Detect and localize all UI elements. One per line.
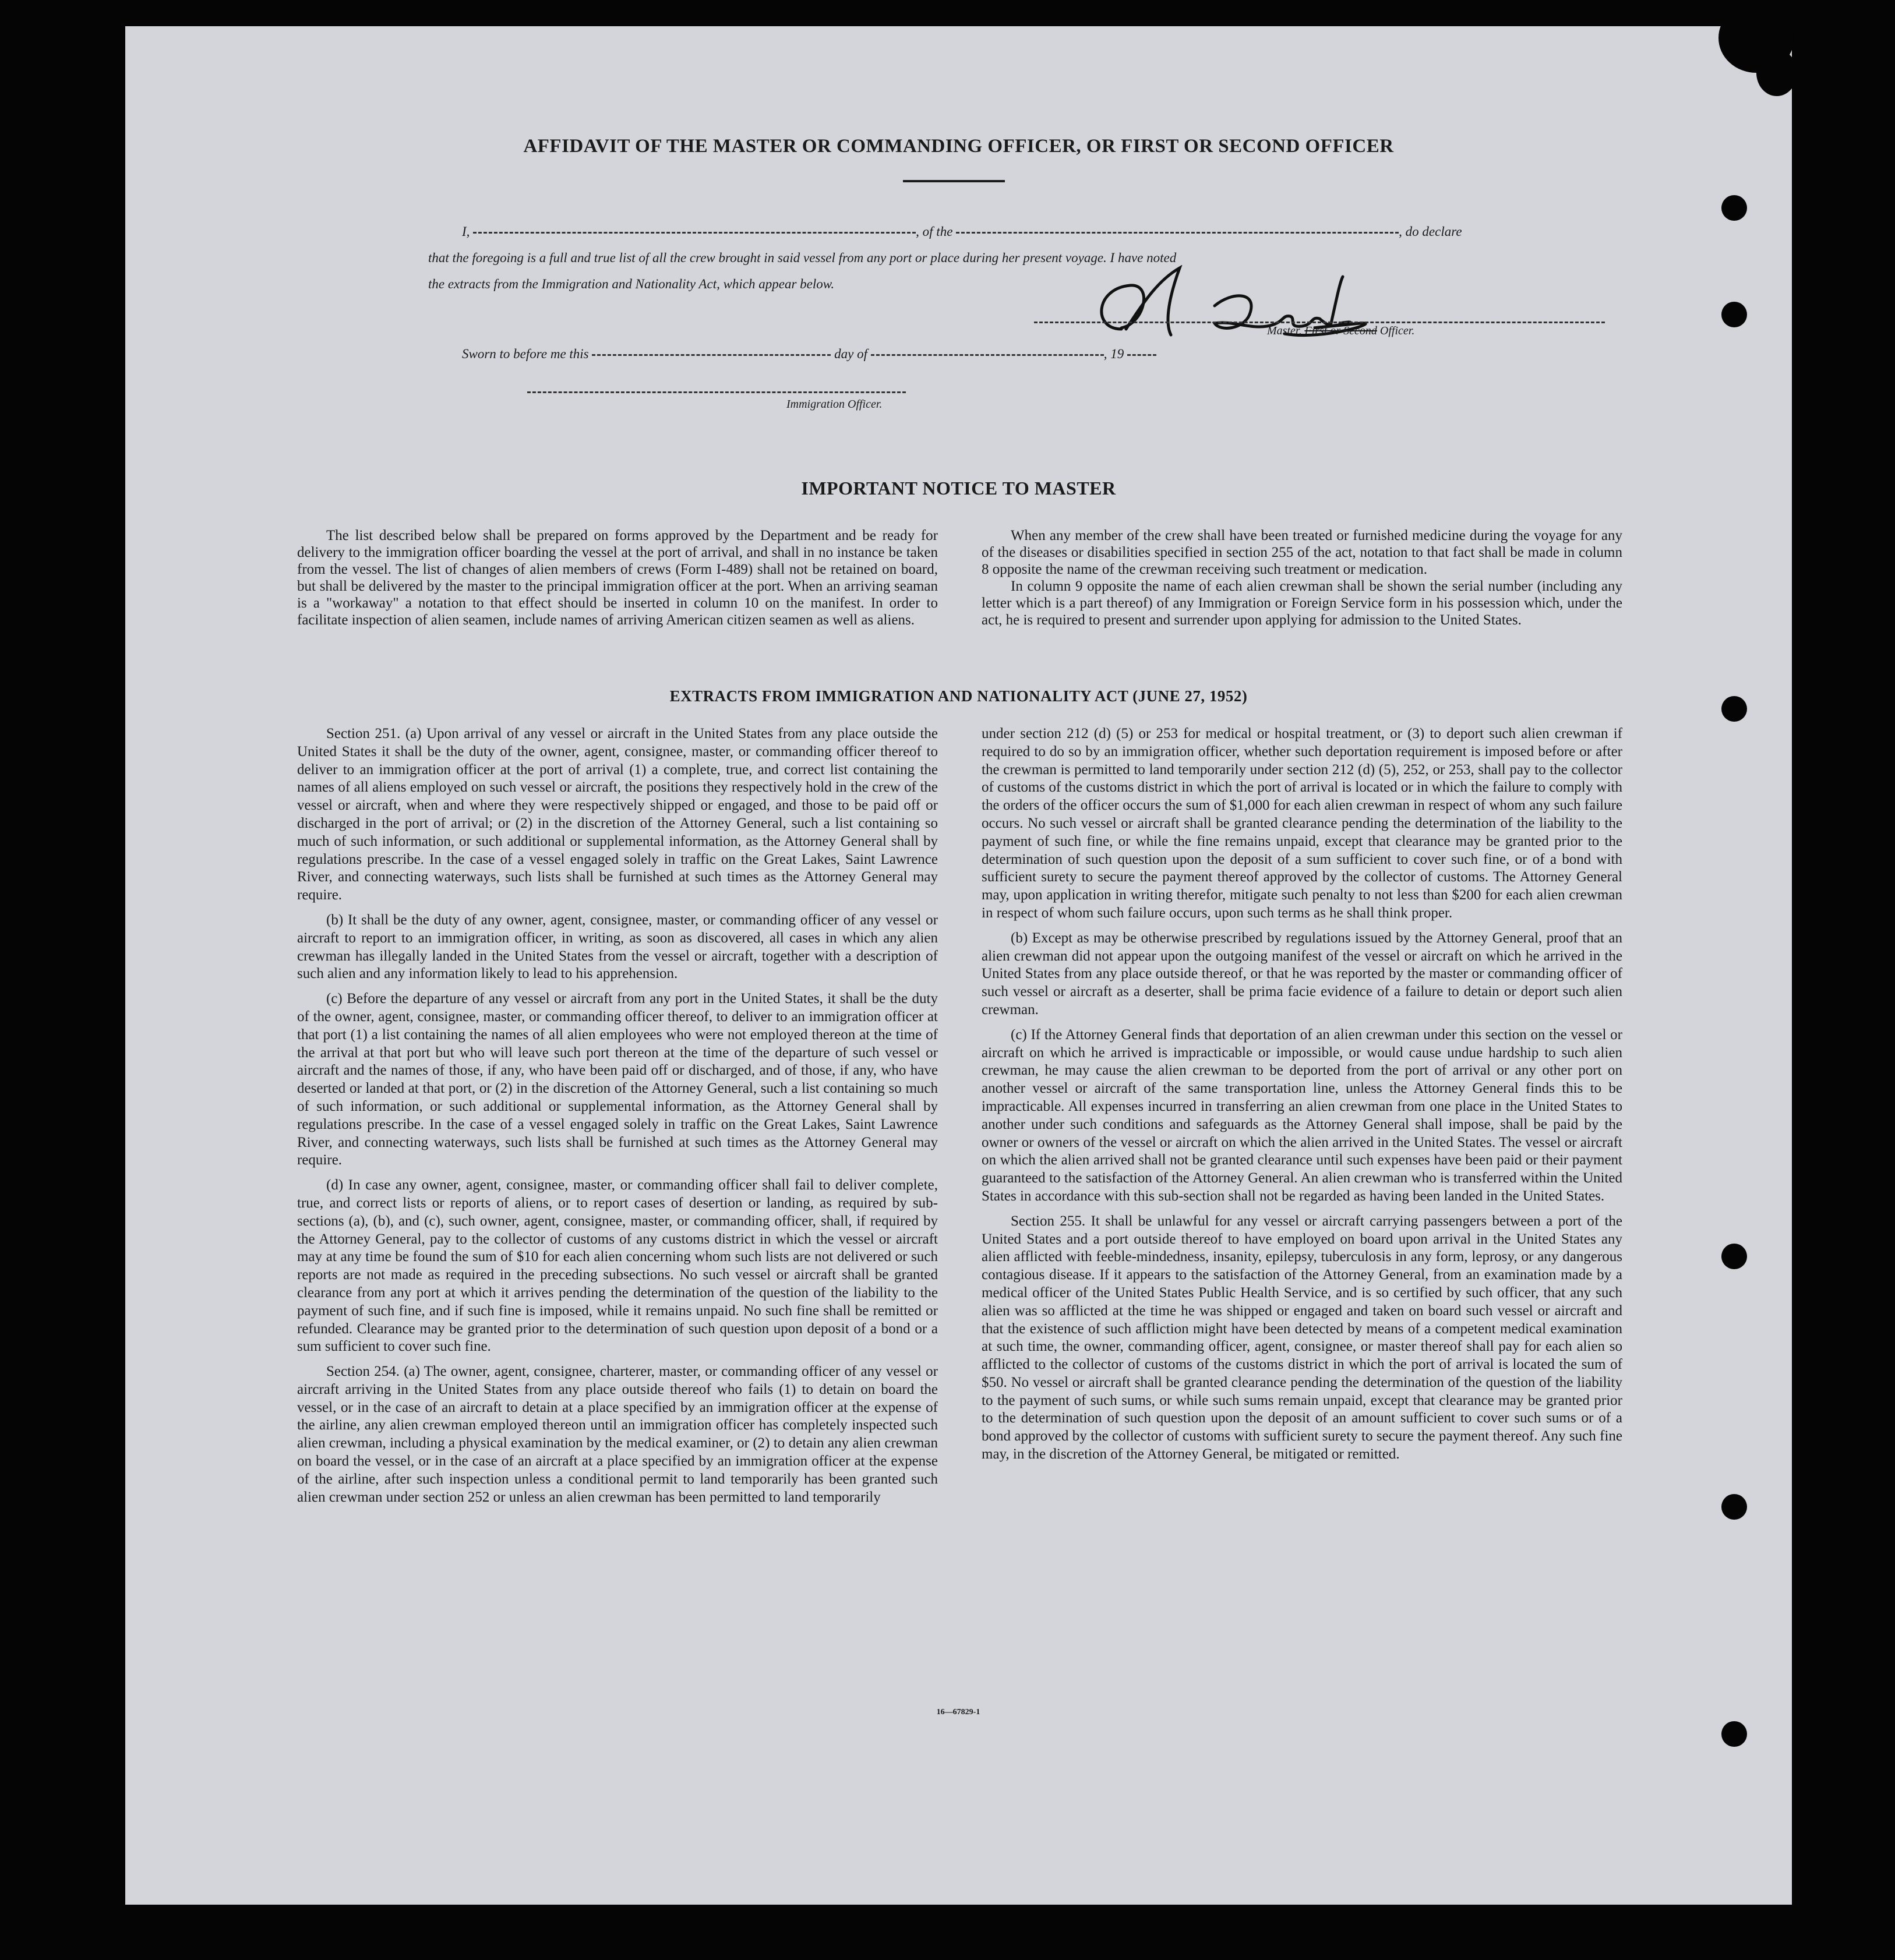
form-number: 16—67829-1 bbox=[936, 1708, 980, 1717]
binder-hole bbox=[1721, 195, 1747, 221]
notice-left-paragraph: The list described below shall be prepared on forms approved by the Department and be ready for delivery to the immigration officer boarding the vessel at the port of arrival, and shall in no instance be taken from the vessel. The list of changes of alien members of crews (Form I-489) shall not be retained on board, but shall be delivered by the master to the principal immigration officer at the port. When an arriving seaman is a "workaway" a notation to that effect should be inserted in column 10 on the manifest. In order to facilitate inspection of alien seamen, include names of arriving American citizen seamen as well as aliens. bbox=[297, 528, 938, 628]
section-251-a: Section 251. (a) Upon arrival of any vessel or aircraft in the United States from any place outside the United States it shall be the duty of the owner, agent, consignee, master, or commanding officer thereof to deliver to an immigration officer at the port of arrival (1) a complete, true, and correct list containing the names of all aliens employed on such vessel or aircraft, the positions they respectively hold in the crew of the vessel or aircraft, when and where they were respectively shipped or engaged, and those to be paid off or discharged in the port of arrival; or (2) in the discretion of the Attorney General, such a list containing so much of such information, or such additional or supplemental information, as the Attorney General shall by regulations prescribe. In the case of a vessel engaged solely in traffic on the Great Lakes, Saint Lawrence River, and connecting waterways, such lists shall be furnished at such times as the Attorney General may require. bbox=[297, 726, 938, 903]
notice-left-column bbox=[297, 527, 938, 628]
notice-right-column bbox=[982, 527, 1622, 628]
section-254-a-continued: under section 212 (d) (5) or 253 for medical or hospital treatment, or (3) to deport such alien crewman if required to do so by an immigration officer, whether such deportation requirement is imposed before or after the crewman is permitted to land temporarily under section 212 (d) (5), 252, or 253, shall pay to the collector of customs of the customs district in which the port of arrival is located or in which the failure to comply with the orders of the officer occurs the sum of $1,000 for each alien crewman in respect of whom any such failure occurs. No such vessel or aircraft shall be granted clearance pending the determination of the liability to the payment of such fine, or while the fine remains unpaid, except that clearance may be granted prior to the determination of such question upon the deposit of a sum sufficient to cover such fine, or of a bond with sufficient surety to secure the payment thereof approved by the collector of customs. The Attorney General may, upon application in writing therefor, mitigate such penalty to not less than $200 for each alien crewman in respect of whom such failure occurs, upon such terms as he shall think proper. bbox=[982, 726, 1622, 921]
declaration-line-2: that the foregoing is a full and true list of all the crew brought in said vessel from any port or place during her present voyage. I have noted bbox=[428, 250, 1177, 265]
affidavit-title: AFFIDAVIT OF THE MASTER OR COMMANDING OFFICER, OR FIRST OR SECOND OFFICER bbox=[523, 136, 1394, 157]
binder-hole bbox=[1721, 696, 1747, 722]
sworn-month-field[interactable] bbox=[871, 354, 1104, 356]
master-signature bbox=[1081, 265, 1488, 352]
declarant-name-field[interactable] bbox=[473, 232, 916, 234]
section-251-b: (b) It shall be the duty of any owner, agent, consignee, master, or commanding officer of any vessel or aircraft to report to an immigration officer, in writing, as soon as discovered, all cases in which any alien crewman has illegally landed in the United States from the vessel or aircraft, together with a description of such alien and any information likely to lead to his apprehension. bbox=[297, 912, 938, 982]
sworn-year-field[interactable] bbox=[1127, 354, 1156, 356]
section-254-c: (c) If the Attorney General finds that deportation of an alien crewman under this section on the vessel or aircraft on which he arrived is impracticable or impossible, or would cause undue hardship to such alien crewman, he may cause the alien crewman to be deported from the port of arrival or any other port on another vessel or aircraft of the same transportation line, unless the Attorney General finds this to be impracticable. All expenses incurred in transferring an alien crewman from one place in the United States to another under such conditions and safeguards as the Attorney General shall impose, shall be paid by the owner or owners of the vessel or aircraft on which the alien arrived in the United States. The vessel or aircraft on which the alien arrived shall not be granted clearance until such expenses have been paid or their payment guaranteed to the satisfaction of the Attorney General. An alien crewman who is transferred within the United States in accordance with this sub-section shall not be regarded as having been landed in the United States. bbox=[982, 1026, 1622, 1204]
sworn-label: Sworn to before me this bbox=[462, 347, 589, 361]
do-declare-label: , do declare bbox=[1399, 224, 1462, 239]
declaration-line-3: the extracts from the Immigration and Nationality Act, which appear below. bbox=[428, 277, 835, 291]
struck-officer-options: First or Second bbox=[1304, 324, 1377, 337]
section-255: Section 255. It shall be unlawful for any vessel or aircraft carrying passengers between a port of the United States and a port outside thereof to have employed on board upon arrival in the United States any alien afflicted with feeble-mindedness, insanity, epilepsy, tuberculosis in any form, leprosy, or any dangerous contagious disease. If it appears to the satisfaction of the Attorney General, from an examination made by a medical officer of the United States Public Health Service, and is so certified by such officer, that any such alien was so afflicted at the time he was shipped or engaged and taken on board such vessel or aircraft and that the existence of such affliction might have been detected by means of a competent medical examination at such time, the owner, commanding officer, agent, consignee, or master thereof shall pay for each alien so afflicted to the collector of customs of the customs district in which the port of arrival is located the sum of $50. No vessel or aircraft shall be granted clearance pending the determination of the question of the liability to the payment of such sums, or while such sums remain unpaid, except that clearance may be granted prior to the determination of such question upon the deposit of an amount sufficient to cover such sums or of a bond approved by the collector of customs with sufficient surety to secure the payment thereof. Any such fine may, in the discretion of the Attorney General, be mitigated or remitted. bbox=[982, 1213, 1622, 1463]
notice-right-paragraph-2: In column 9 opposite the name of each alien crewman shall be shown the serial number (including any letter which is a part thereof) of any Immigration or Foreign Service form in his possession which, under the act, he is required to present and surrender upon applying for admission to the United States. bbox=[982, 578, 1622, 628]
binder-hole bbox=[1721, 1721, 1747, 1747]
section-251-c: (c) Before the departure of any vessel or aircraft from any port in the United States, it shall be the duty of the owner, agent, consignee, master, or commanding officer thereof, to deliver to an immigration officer at that port (1) a list containing the names of all alien employees who were not employed thereon at the time of the arrival at that port but who will leave such port thereon at the time of the departure of such vessel or aircraft and the names of those, if any, who have been paid off or discharged, and of those, if any, who have deserted or landed at that port, or (2) in the discretion of the Attorney General, such a list containing so much of such information, or such additional or supplemental information, as the Attorney General shall by regulations prescribe. In the case of a vessel engaged solely in traffic on the Great Lakes, Saint Lawrence River, and connecting waterways, such lists shall be furnished at such times as the Attorney General may require. bbox=[297, 991, 938, 1168]
document-page bbox=[125, 26, 1792, 1905]
section-251-d: (d) In case any owner, agent, consignee, master, or commanding officer shall fail to deliver complete, true, and correct lists or reports of aliens, or to report cases of desertion or landing, as required by sub-sections (a), (b), and (c), such owner, agent, consignee, master, or commanding officer, shall, if required by the Attorney General, pay to the collector of customs of any customs district in which the vessel or aircraft may at any time be found the sum of $10 for each alien concerning whom such lists are not delivered or such reports are not made as required in the preceding subsections. No such vessel or aircraft shall be granted clearance from any port at which it arrives pending the determination of the question of the liability to the payment of such fine, and if such fine is imposed, while it remains unpaid. No such fine shall be remitted or refunded. Clearance may be granted prior to the determination of such question upon deposit of a bond or a sum sufficient to cover such fine. bbox=[297, 1177, 938, 1355]
title-rule bbox=[903, 180, 1005, 182]
extracts-left-column bbox=[297, 725, 938, 1513]
day-of-label: day of bbox=[834, 347, 867, 361]
of-the-label: , of the bbox=[916, 224, 953, 239]
section-254-a: Section 254. (a) The owner, agent, consignee, charterer, master, or commanding officer of any vessel or aircraft arriving in the United States from any place outside thereof who fails (1) to detain on board the vessel, or in the case of an aircraft to detain at a place specified by an immigration officer at the expense of the airline, any alien crewman employed thereon until an immigration officer has completely inspected such alien crewman, including a physical examination by the medical examiner, or (2) to detain any alien crewman on board the vessel, or in the case of an aircraft at a place specified by an immigration officer at the expense of the airline, after such inspection unless a conditional permit to land temporarily has been granted such alien crewman under section 252 or unless an alien crewman has been permitted to land temporarily bbox=[297, 1364, 938, 1505]
year-prefix: , 19 bbox=[1103, 347, 1124, 361]
notice-right-paragraph-1: When any member of the crew shall have been treated or furnished medicine during the voyage for any of the diseases or disabilities specified in section 255 of the act, notation to that fact shall be made in column 8 opposite the name of the crewman receiving such treatment or medication. bbox=[982, 528, 1622, 577]
immigration-officer-caption: Immigration Officer. bbox=[786, 398, 883, 411]
declarant-label: I, bbox=[462, 224, 470, 239]
signature-line[interactable] bbox=[1034, 322, 1605, 323]
extracts-right-column bbox=[982, 725, 1622, 1471]
binder-hole bbox=[1721, 1494, 1747, 1520]
immigration-officer-line[interactable] bbox=[527, 391, 906, 393]
sworn-line bbox=[462, 341, 1365, 367]
declaration-line-1 bbox=[462, 218, 1612, 245]
extracts-title: EXTRACTS FROM IMMIGRATION AND NATIONALITY ACT (JUNE 27, 1952) bbox=[669, 687, 1248, 705]
binder-hole bbox=[1721, 302, 1747, 327]
section-254-b: (b) Except as may be otherwise prescribed by regulations issued by the Attorney General, proof that an alien crewman did not appear upon the outgoing manifest of the vessel or aircraft on which he arrived in the United States from any place outside thereof, or that he was reported by the master or commanding officer of such vessel or aircraft as a deserter, shall be prima facie evidence of a failure to detain or deport such alien crewman. bbox=[982, 930, 1622, 1018]
torn-corner bbox=[1756, 50, 1797, 96]
signer-caption: Master, First or Second Officer. bbox=[1267, 324, 1415, 337]
vessel-name-field[interactable] bbox=[956, 232, 1399, 234]
sworn-day-field[interactable] bbox=[592, 354, 831, 356]
binder-hole bbox=[1721, 1244, 1747, 1269]
notice-title: IMPORTANT NOTICE TO MASTER bbox=[801, 478, 1116, 499]
